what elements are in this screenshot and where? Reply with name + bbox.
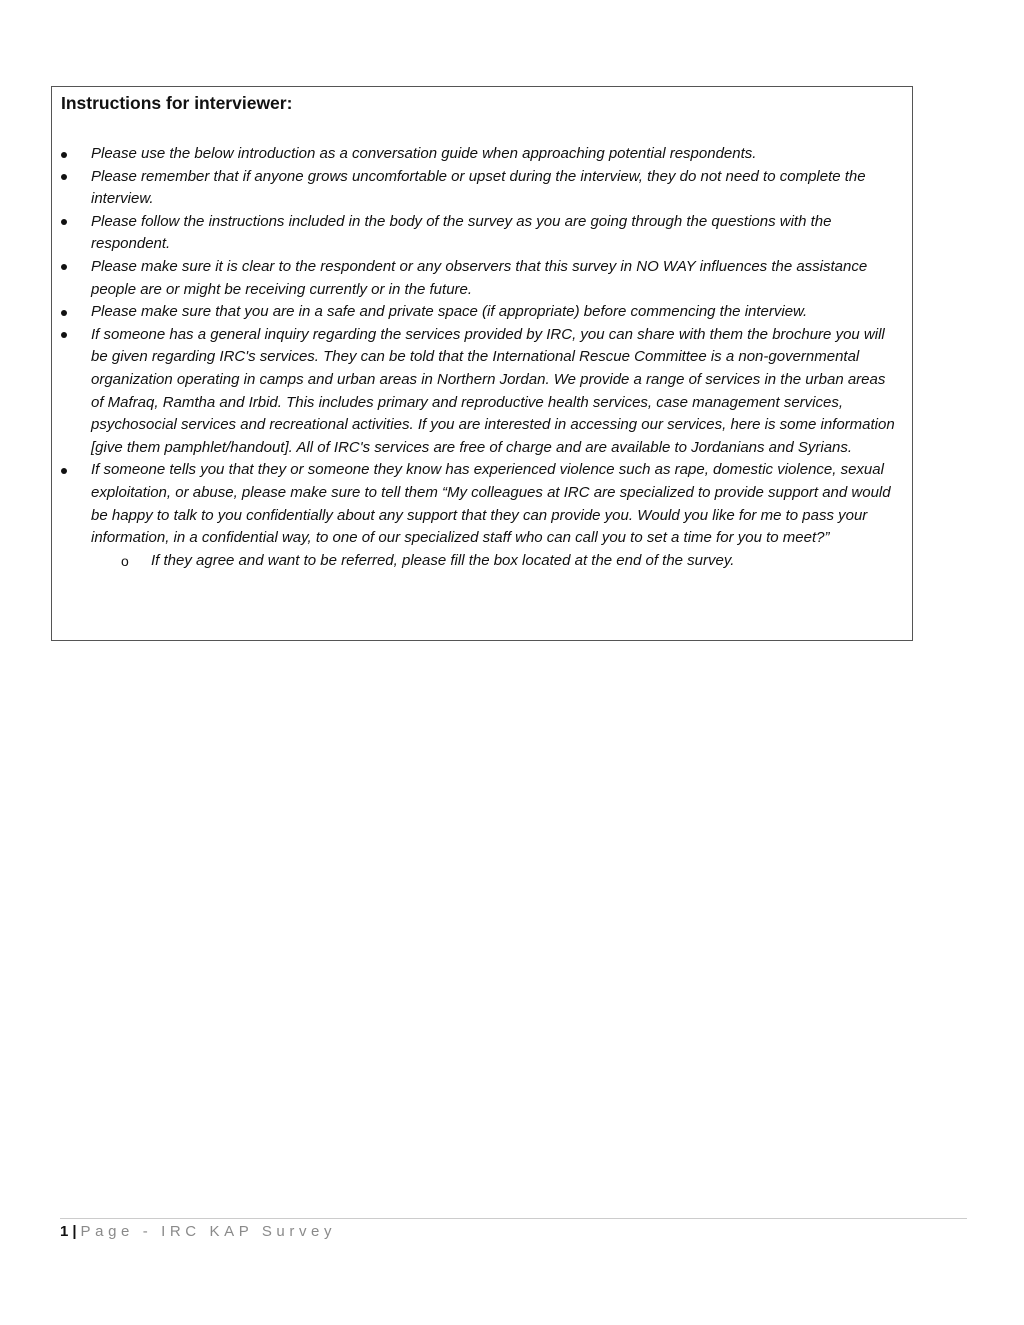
bullet-icon <box>61 310 67 316</box>
page-number: 1 <box>60 1223 69 1240</box>
instructions-box <box>51 86 913 641</box>
footer-label: Page - IRC KAP Survey <box>80 1223 337 1240</box>
bullet-icon <box>61 219 67 225</box>
list-item-text: Please follow the instructions included in the body of the survey as you are going through the questions with the respondent. <box>91 212 832 253</box>
footer-divider <box>60 1218 967 1219</box>
list-item-text: If someone has a general inquiry regarding the services provided by IRC, you can share with them the brochure you will be given regarding IRC's services. They can be told that the International Rescue Committee is a non-governmental organization operating in camps and urban areas in Northern Jordan. We provide a range of services in the urban areas of Mafraq, Ramtha and Irbid. This includes primary and reproductive health services, case management services, psychosocial services and recreational activities. If you are interested in accessing our services, here is some information [give them pamphlet/handout]. All of IRC's services are free of charge and are available to Jordanians and Syrians. <box>91 325 895 456</box>
instructions-list <box>61 143 900 572</box>
list-item-text: Please make sure it is clear to the respondent or any observers that this survey in NO WAY influences the assistance people are or might be receiving currently or in the future. <box>91 257 868 298</box>
list-item-text: Please use the below introduction as a conversation guide when approaching potential respondents. <box>91 145 757 162</box>
list-item <box>61 459 900 572</box>
list-item <box>61 301 900 324</box>
list-item <box>61 211 900 256</box>
bullet-icon <box>61 332 67 338</box>
list-item <box>61 166 900 211</box>
bullet-icon <box>61 468 67 474</box>
list-item-text: Please make sure that you are in a safe and private space (if appropriate) before commencing the interview. <box>91 303 808 321</box>
sub-list-item-text: If they agree and want to be referred, please fill the box located at the end of the survey. <box>151 551 735 569</box>
footer-separator: | <box>72 1223 77 1240</box>
list-item <box>61 256 900 301</box>
bullet-icon <box>61 152 67 158</box>
sub-list <box>91 550 900 573</box>
bullet-icon <box>61 174 67 180</box>
list-item-text: If someone tells you that they or someone they know has experienced violence such as rape, domestic violence, sexual exploitation, or abuse, please make sure to tell them “My colleagues at IRC are specialized to provide support and would be happy to talk to you confidentially about any support that they can provide you. Would you like for me to pass your information, in a confidential way, to one of our specialized staff who can call you to set a time for you to meet?” <box>91 461 891 547</box>
page-footer <box>60 1222 336 1242</box>
circle-bullet-icon: o <box>121 552 129 569</box>
list-item <box>61 324 900 460</box>
bullet-icon <box>61 264 67 270</box>
list-item <box>61 143 900 166</box>
sub-list-item <box>121 550 900 573</box>
instructions-title: Instructions for interviewer: <box>61 93 293 113</box>
list-item-text: Please remember that if anyone grows uncomfortable or upset during the interview, they do not need to complete the interview. <box>91 167 866 208</box>
